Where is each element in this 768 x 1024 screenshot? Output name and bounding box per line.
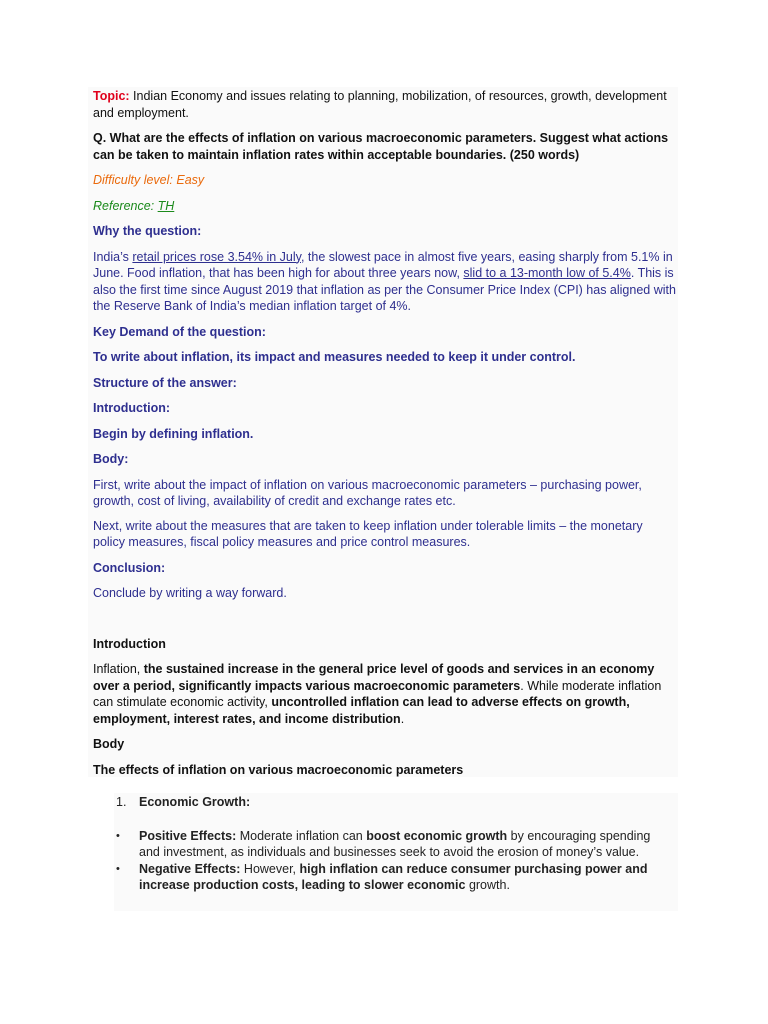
reference-label: Reference: bbox=[93, 198, 158, 213]
structure-heading: Structure of the answer: bbox=[93, 375, 237, 390]
retail-prices-link[interactable]: retail prices rose 3.54% in July bbox=[132, 249, 301, 264]
why-text-2: , the slowest pace in almost five years, easing sharply from 5.1% in June. Food inflation, that has been high for about three years now, bbox=[93, 249, 673, 280]
introduction-heading: Introduction: bbox=[93, 401, 171, 415]
why-text-1: India’s bbox=[93, 249, 133, 264]
effects-heading: The effects of inflation on various macroeconomic parameters bbox=[93, 762, 464, 777]
list-item bbox=[114, 828, 674, 861]
answer-body-title: Body bbox=[93, 737, 125, 751]
intro-text-2: . While moderate inflation can stimulate economic activity, bbox=[93, 678, 662, 709]
document-content bbox=[93, 88, 677, 778]
difficulty-level: Difficulty level: Easy bbox=[93, 173, 205, 187]
positive-text-2: by encouraging spending and investment, as individuals and businesses seek to avoid the erosion of money’s value. bbox=[139, 828, 651, 859]
negative-effects-label: Negative Effects: bbox=[139, 861, 241, 876]
intro-text-1: Inflation, bbox=[93, 662, 144, 676]
positive-text-1: Moderate inflation can bbox=[236, 828, 367, 843]
topic-line bbox=[93, 88, 677, 121]
introduction-instruction: Begin by defining inflation. bbox=[93, 426, 254, 441]
positive-bold: boost economic growth bbox=[366, 828, 508, 843]
why-question-paragraph bbox=[93, 249, 677, 315]
negative-text-2: growth. bbox=[465, 878, 510, 892]
bullet-icon: • bbox=[116, 829, 120, 842]
reference-link[interactable]: TH bbox=[157, 198, 175, 213]
conclusion-heading: Conclusion: bbox=[93, 560, 166, 575]
key-demand-text: To write about inflation, its impact and measures needed to keep it under control. bbox=[93, 350, 576, 364]
question-text: Q. What are the effects of inflation on various macroeconomic parameters. Suggest what actions can be taken to maintain inflation rates within acceptable boundaries. (250 words) bbox=[93, 131, 669, 162]
topic-text: Indian Economy and issues relating to planning, mobilization, of resources, growth, development and employment. bbox=[93, 89, 667, 120]
answer-introduction-paragraph bbox=[93, 661, 677, 727]
effects-list bbox=[114, 794, 674, 894]
intro-bold-2: uncontrolled inflation can lead to adverse effects on growth, employment, interest rates, and income distribution bbox=[93, 695, 630, 726]
body-instruction-1: First, write about the impact of inflation on various macroeconomic parameters – purchasing power, growth, cost of living, availability of credit and exchange rates etc. bbox=[93, 477, 642, 508]
body-instruction-2: Next, write about the measures that are taken to keep inflation under tolerable limits – the monetary policy measures, fiscal policy measures and price control measures. bbox=[93, 518, 643, 549]
economic-growth-heading: Economic Growth: bbox=[139, 795, 251, 809]
intro-text-3: . bbox=[400, 711, 405, 726]
topic-label: Topic: bbox=[93, 89, 130, 103]
negative-bold: high inflation can reduce consumer purchasing power and increase production costs, leading to slower economic bbox=[139, 861, 648, 892]
conclusion-instruction: Conclude by writing a way forward. bbox=[93, 586, 287, 600]
intro-bold-1: the sustained increase in the general price level of goods and services in an economy over a period, significantly impacts various macroeconomic parameters bbox=[93, 662, 655, 693]
negative-text-1: However, bbox=[240, 861, 300, 876]
answer-introduction-title: Introduction bbox=[93, 636, 166, 651]
list-item bbox=[114, 794, 674, 811]
list-item bbox=[114, 861, 674, 894]
why-question-heading: Why the question: bbox=[93, 224, 202, 238]
food-inflation-link[interactable]: slid to a 13-month low of 5.4% bbox=[463, 266, 631, 280]
positive-effects-label: Positive Effects: bbox=[139, 828, 237, 843]
key-demand-heading: Key Demand of the question: bbox=[93, 324, 266, 339]
body-heading: Body: bbox=[93, 452, 129, 466]
why-text-3: . This is also the first time since August 2019 that inflation as per the Consumer Price Index (CPI) has aligned with the Reserve Bank of India’s median inflation target of 4%. bbox=[93, 266, 676, 313]
bullet-icon: • bbox=[116, 862, 120, 875]
reference-line bbox=[93, 198, 677, 215]
list-number: 1. bbox=[116, 795, 127, 809]
